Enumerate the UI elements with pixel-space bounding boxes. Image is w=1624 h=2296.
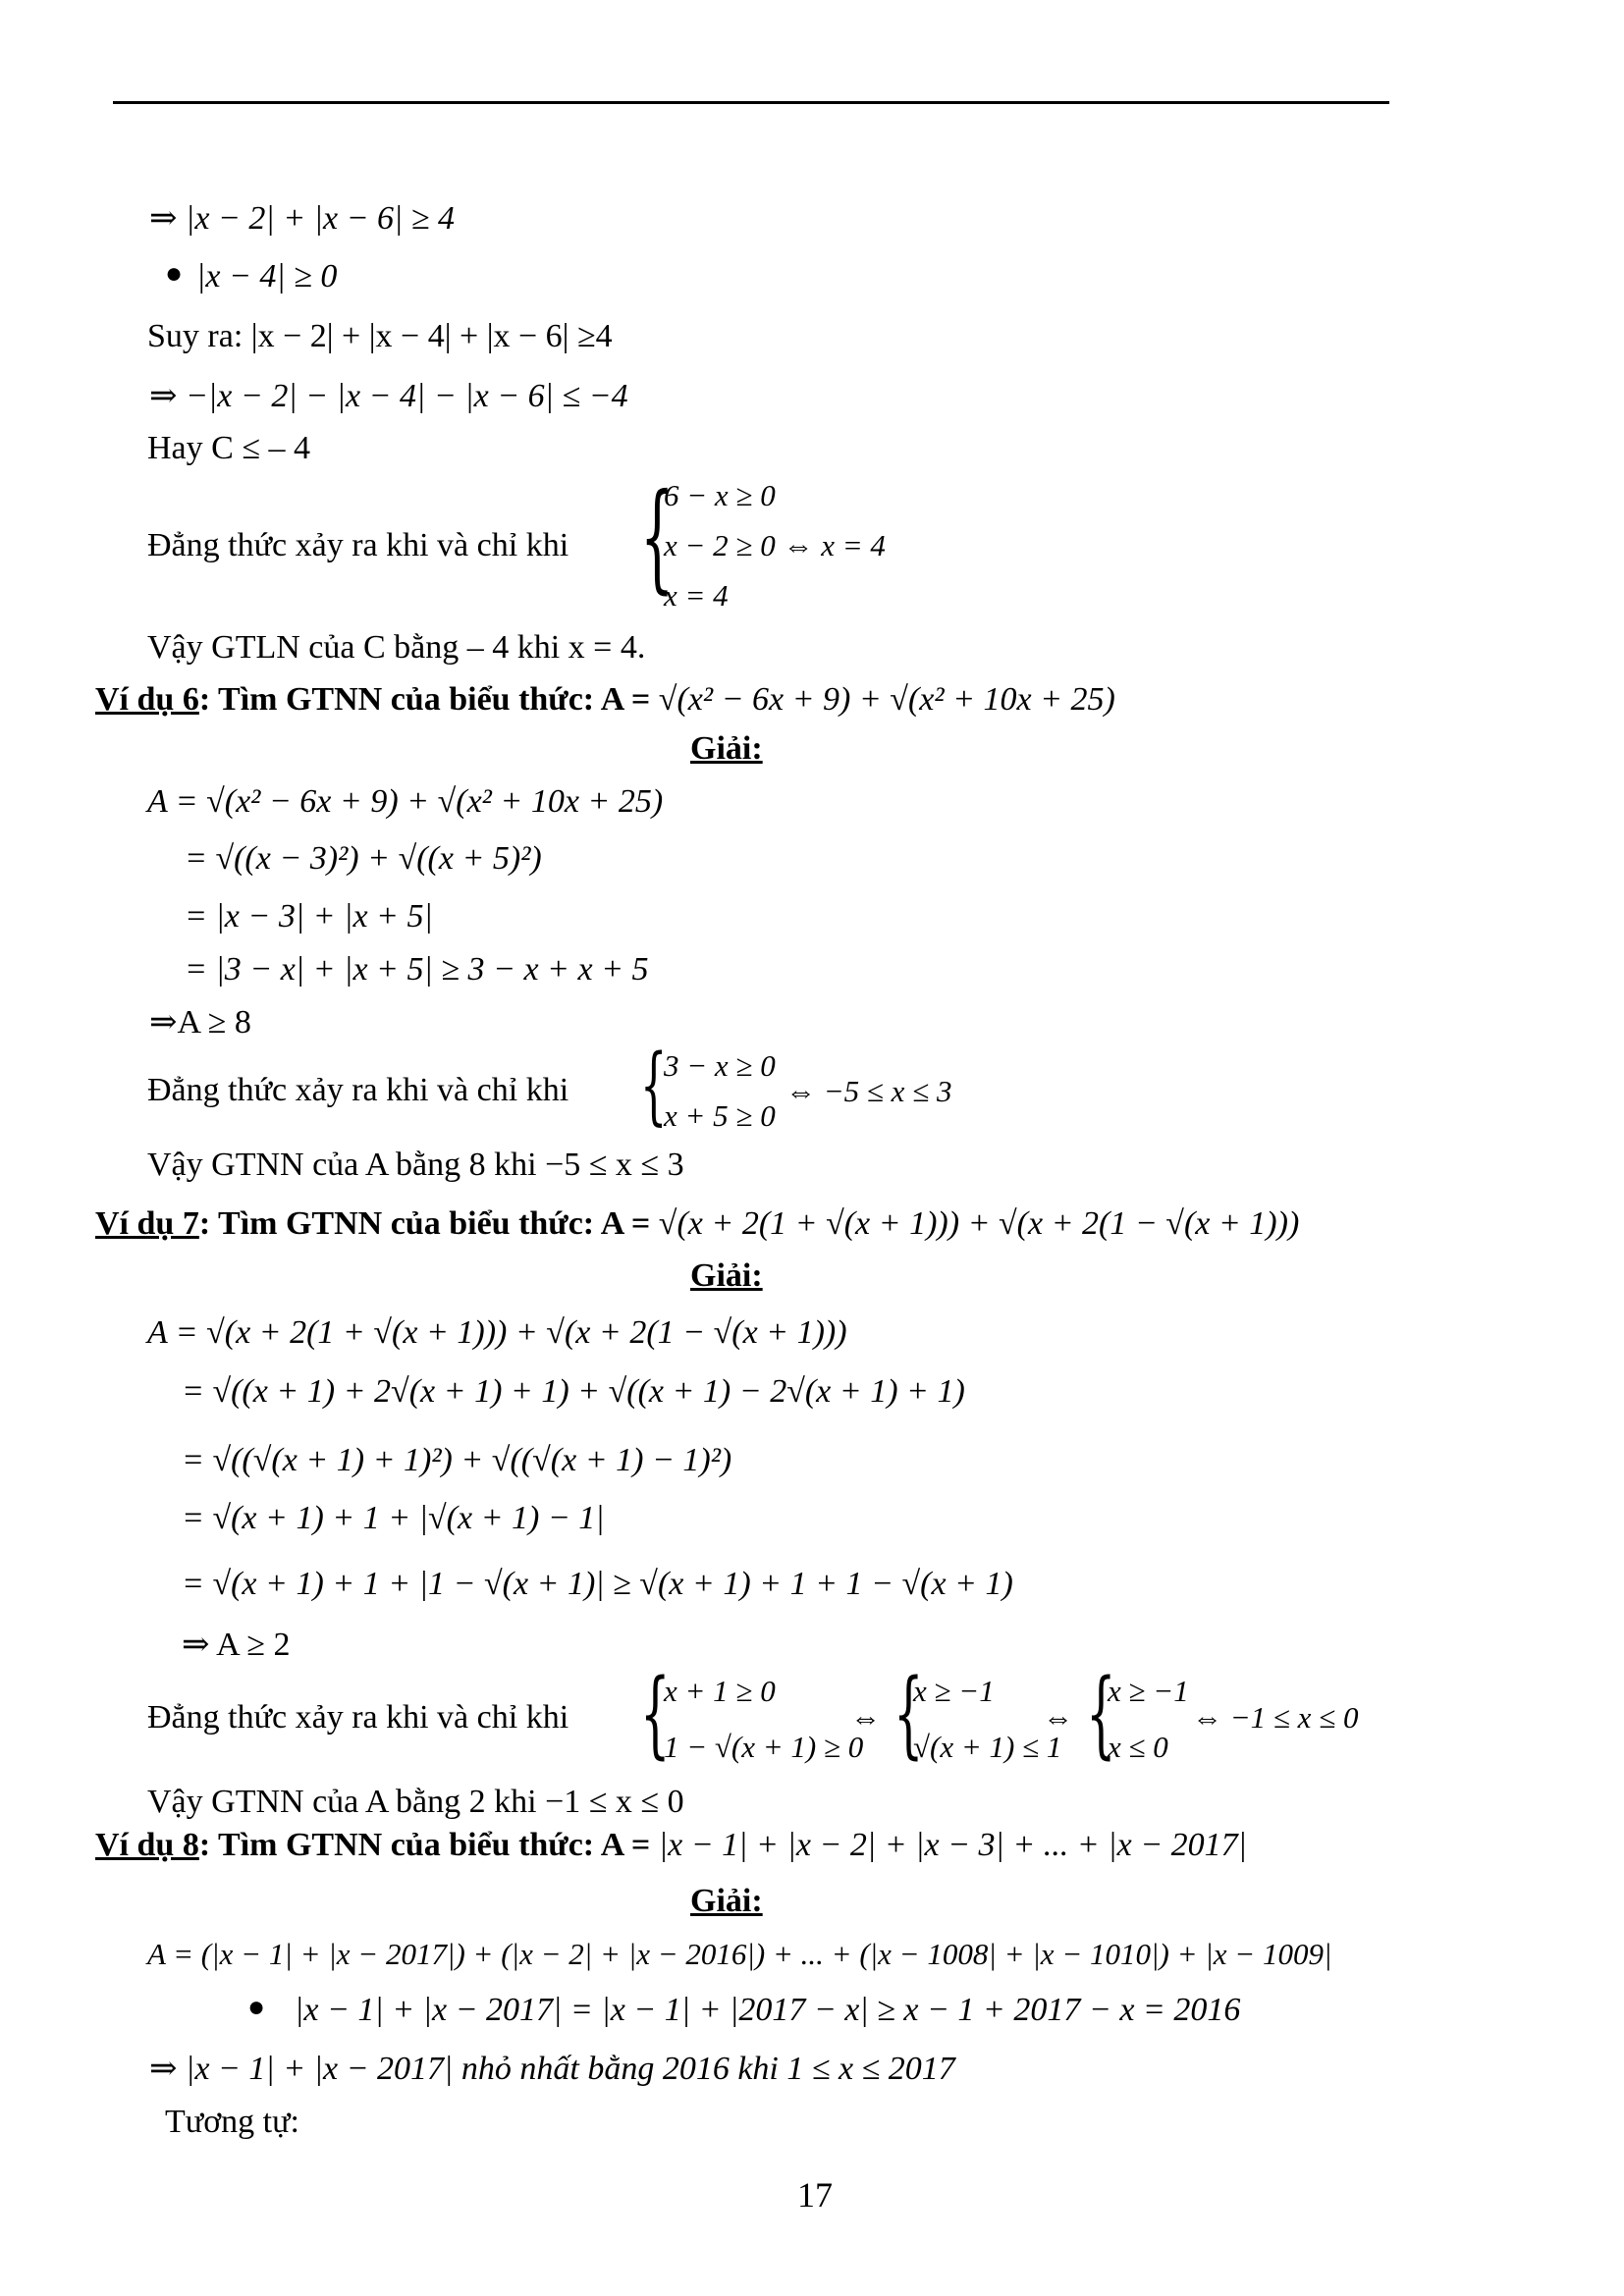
ex7-step-5: = √(x + 1) + 1 + |1 − √(x + 1)| ≥ √(x + 1) + 1 + 1 − √(x + 1): [182, 1566, 1013, 1602]
ex8-step-2: |x − 1| + |x − 2017| = |x − 1| + |2017 − x| ≥ x − 1 + 2017 − x = 2016: [295, 1992, 1241, 2028]
example-7-expression: √(x + 2(1 + √(x + 1))) + √(x + 2(1 − √(x + 1))): [658, 1205, 1300, 1242]
conclusion-6: Vậy GTNN của A bằng 8 khi −5 ≤ x ≤ 3: [147, 1147, 684, 1183]
solution-heading-6: Giải:: [690, 730, 763, 767]
system-7-result: ⇔ −1 ≤ x ≤ 0: [1192, 1700, 1359, 1735]
line-ineq-3: ⇒ −|x − 2| − |x − 4| − |x − 6| ≤ −4: [149, 378, 628, 414]
system-5-row-2: x − 2 ≥ 0 ⇔ x = 4: [664, 528, 886, 562]
system-6-row-2: x + 5 ≥ 0: [664, 1098, 776, 1133]
line-hay-c: Hay C ≤ – 4: [147, 430, 310, 466]
ex7-step-3: = √((√(x + 1) + 1)²) + √((√(x + 1) − 1)²): [182, 1442, 732, 1478]
ex8-step-1: A = (|x − 1| + |x − 2017|) + (|x − 2| + |x − 2016|) + ... + (|x − 1008| + |x − 1010|) + |x − 1009|: [147, 1937, 1332, 1971]
ex7-step-4: = √(x + 1) + 1 + |√(x + 1) − 1|: [182, 1500, 605, 1536]
example-6-expression: √(x² − 6x + 9) + √(x² + 10x + 25): [658, 681, 1115, 718]
equality-label-6: Đẳng thức xảy ra khi và chỉ khi: [147, 1072, 569, 1108]
example-6-heading: [95, 680, 1115, 720]
system-7b-row-1: x ≥ −1: [913, 1674, 995, 1708]
system-7a-row-2: 1 − √(x + 1) ≥ 0: [664, 1730, 864, 1764]
page-number: 17: [797, 2175, 833, 2215]
ex7-step-6: ⇒ A ≥ 2: [182, 1627, 291, 1663]
solution-heading-7: Giải:: [690, 1257, 763, 1294]
brace-system-7c: {: [1086, 1659, 1116, 1769]
ex6-step-2: = √((x − 3)²) + √((x + 5)²): [185, 840, 542, 877]
system-5-row-1: 6 − x ≥ 0: [664, 478, 776, 512]
bullet-1: ●: [165, 257, 184, 290]
bullet-2: ●: [247, 1991, 266, 2023]
equiv-7a: ⇔: [850, 1700, 881, 1735]
equality-label-7: Đẳng thức xảy ra khi và chỉ khi: [147, 1699, 569, 1735]
line-ineq-1: ⇒ |x − 2| + |x − 6| ≥ 4: [149, 200, 456, 237]
example-8-prompt: : Tìm GTNN của biểu thức: A =: [198, 1827, 659, 1863]
system-6-row-1: 3 − x ≥ 0: [664, 1048, 776, 1083]
example-7-prompt: : Tìm GTNN của biểu thức: A =: [198, 1205, 659, 1242]
example-8-label: Ví dụ 8: [95, 1827, 199, 1863]
brace-system-6: {: [640, 1037, 668, 1135]
ex6-step-4: = |3 − x| + |x + 5| ≥ 3 − x + x + 5: [185, 951, 649, 988]
header-rule: [113, 101, 1389, 104]
example-6-prompt: : Tìm GTNN của biểu thức: A =: [198, 681, 659, 718]
example-7-label: Ví dụ 7: [95, 1205, 199, 1242]
equiv-7b: ⇔: [1043, 1700, 1073, 1735]
conclusion-5: Vậy GTLN của C bằng – 4 khi x = 4.: [147, 629, 646, 666]
system-7c-row-1: x ≥ −1: [1108, 1674, 1189, 1708]
example-6-label: Ví dụ 6: [95, 681, 199, 718]
line-suy-ra: Suy ra: |x − 2| + |x − 4| + |x − 6| ≥4: [147, 318, 613, 354]
solution-heading-8: Giải:: [690, 1883, 763, 1919]
system-7a-row-1: x + 1 ≥ 0: [664, 1674, 776, 1708]
ex7-step-1: A = √(x + 2(1 + √(x + 1))) + √(x + 2(1 − √(x + 1))): [147, 1314, 847, 1351]
ex6-step-1: A = √(x² − 6x + 9) + √(x² + 10x + 25): [147, 783, 664, 820]
brace-system-5: {: [640, 469, 675, 606]
brace-system-7b: {: [893, 1659, 924, 1769]
ex7-step-2: = √((x + 1) + 2√(x + 1) + 1) + √((x + 1) − 2√(x + 1) + 1): [182, 1373, 965, 1410]
system-5-row-3: x = 4: [664, 578, 729, 613]
brace-system-7a: {: [640, 1659, 671, 1769]
ex6-step-3: = |x − 3| + |x + 5|: [185, 898, 433, 934]
example-8-expression: |x − 1| + |x − 2| + |x − 3| + ... + |x − 2017|: [658, 1827, 1247, 1863]
system-6-result: ⇔ −5 ≤ x ≤ 3: [785, 1074, 952, 1108]
system-7c-row-2: x ≤ 0: [1108, 1730, 1168, 1764]
ex6-step-5: ⇒A ≥ 8: [149, 1004, 251, 1041]
conclusion-7: Vậy GTNN của A bằng 2 khi −1 ≤ x ≤ 0: [147, 1784, 684, 1820]
line-ineq-2: |x − 4| ≥ 0: [196, 258, 338, 294]
system-7b-row-2: √(x + 1) ≤ 1: [913, 1730, 1062, 1764]
example-8-heading: [95, 1826, 1247, 1865]
equality-label-5: Đẳng thức xảy ra khi và chỉ khi: [147, 527, 569, 563]
ex8-step-3: ⇒ |x − 1| + |x − 2017| nhỏ nhất bằng 2016 khi 1 ≤ x ≤ 2017: [149, 2051, 955, 2087]
example-7-heading: [95, 1204, 1299, 1244]
ex8-step-4: Tương tự:: [165, 2104, 299, 2140]
